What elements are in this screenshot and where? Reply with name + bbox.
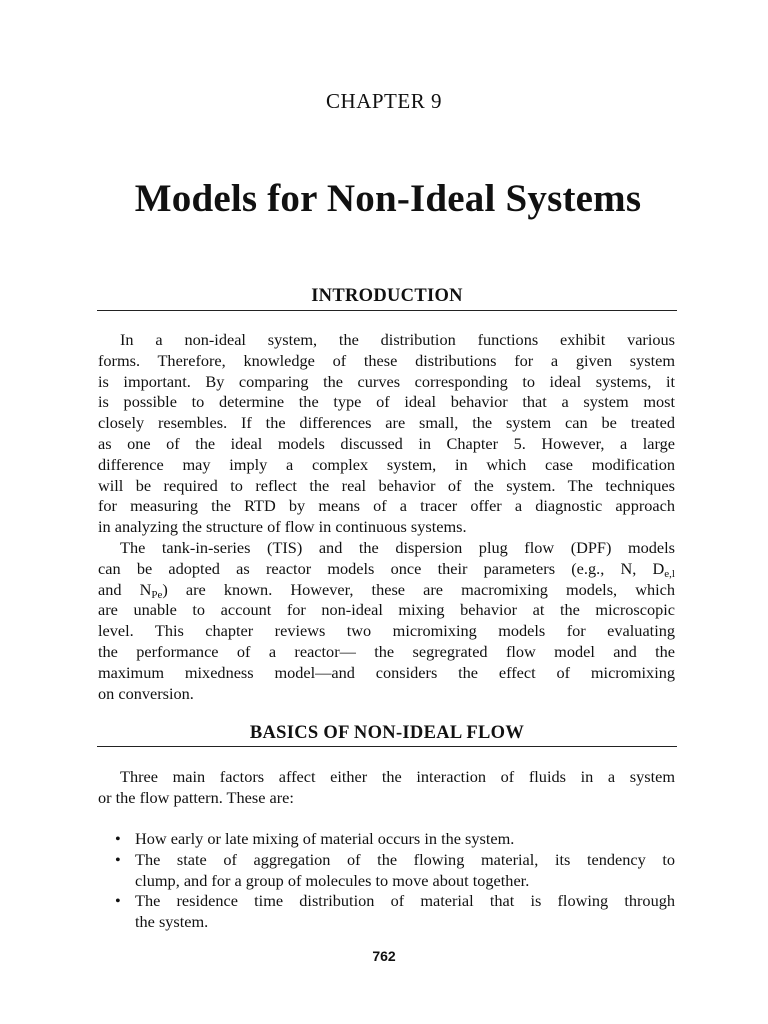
subscript: Pe [151,588,163,601]
text-line: level. This chapter reviews two micromixing models for evaluating [98,621,675,641]
text-line: maximum mixedness model—and considers the effect of micromixing [98,662,675,682]
text-line: The tank-in-series (TIS) and the dispersion plug flow (DPF) models [120,537,675,557]
list-item [115,891,675,933]
section-rule-introduction [97,310,677,311]
text-line: The residence time distribution of material that is flowing through [135,891,675,911]
list-item [115,850,675,892]
text-line: as one of the ideal models discussed in Chapter 5. However, a large [98,433,675,453]
text-line: The state of aggregation of the flowing material, its tendency to [135,849,675,869]
list-item [115,829,675,850]
text-line: will be required to reflect the real behavior of the system. The techniques [98,475,675,495]
text-line: clump, and for a group of molecules to move about together. [135,870,530,890]
chapter-title: Models for Non-Ideal Systems [134,177,642,220]
section-rule-basics [97,746,677,747]
page-number: 762 [372,948,396,964]
subscript: e,l [664,567,675,580]
text-line [98,580,675,601]
text-line: or the flow pattern. These are: [98,787,294,807]
bullet-icon: • [115,891,121,911]
text-line: is possible to determine the type of ideal behavior that a system most [98,392,675,412]
text-line: is important. By comparing the curves corresponding to ideal systems, it [98,371,675,391]
basics-body [98,767,675,809]
text-line: on conversion. [98,683,194,703]
text-fragment: and N [98,579,152,599]
section-heading-basics: BASICS OF NON-IDEAL FLOW [249,723,525,743]
text-fragment: can be adopted as reactor models once their parameters (e.g., N, D [98,558,665,578]
text-line: the performance of a reactor— the segregrated flow model and the [98,641,675,661]
bullet-icon: • [115,829,121,848]
bullet-list [115,829,675,933]
text-fragment: ) are known. However, these are macromixing models, which [162,579,675,599]
text-line: In a non-ideal system, the distribution functions exhibit various [120,330,675,349]
text-line: How early or late mixing of material occurs in the system. [135,829,515,848]
text-line: difference may imply a complex system, in which case modification [98,454,675,474]
chapter-label: CHAPTER 9 [326,89,442,113]
text-line: for measuring the RTD by means of a tracer offer a diagnostic approach [98,496,675,516]
text-line: in analyzing the structure of flow in continuous systems. [98,517,467,537]
text-line: forms. Therefore, knowledge of these distributions for a given system [98,350,675,370]
introduction-body [98,330,675,704]
text-line: the system. [135,912,209,932]
section-heading-introduction: INTRODUCTION [311,286,463,306]
bullet-icon: • [115,849,121,869]
text-line: Three main factors affect either the interaction of fluids in a system [120,767,675,786]
text-line: are unable to account for non-ideal mixing behavior at the microscopic [98,600,675,620]
text-line: closely resembles. If the differences are small, the system can be treated [98,413,675,433]
text-line [98,559,675,580]
